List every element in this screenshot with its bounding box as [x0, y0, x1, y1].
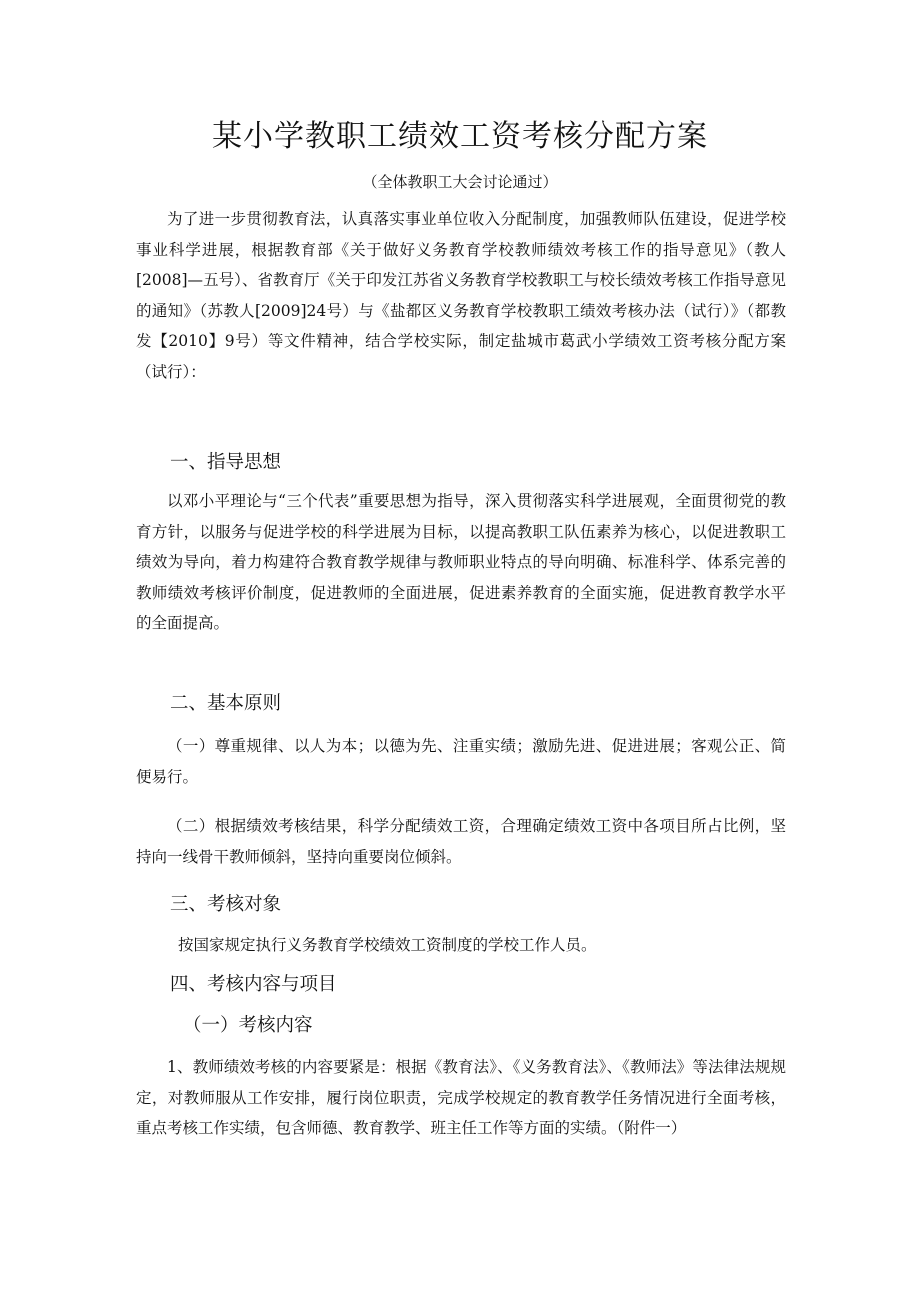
principle-item-2: （二）根据绩效考核结果，科学分配绩效工资，合理确定绩效工资中各项目所占比例，坚持向一线骨干教师倾斜，坚持向重要岗位倾斜。: [136, 817, 786, 866]
guiding-thought-paragraph: 以邓小平理论与“三个代表”重要思想为指导，深入贯彻落实科学进展观，全面贯彻党的教育方针，以服务与促进学校的科学进展为目标，以提高教职工队伍素养为核心，以促进教职工绩效为导向，着力构建符合教育教学规律与教师职业特点的导向明确、标准科学、体系完善的教师绩效考核评价制度，促进教师的全面进展，促进素养教育的全面实施，促进教育教学水平的全面提高。: [136, 492, 786, 632]
subheading-assessment-content: （一）考核内容: [183, 1015, 313, 1036]
section-heading-basic-principles: 二、基本原则: [170, 693, 282, 714]
section-heading-content-items: 四、考核内容与项目: [170, 974, 337, 995]
principle-item-1: （一）尊重规律、以人为本；以德为先、注重实绩；激励先进、促进进展；客观公正、简便易行。: [136, 737, 786, 786]
document-subtitle: （全体教职工大会讨论通过）: [362, 173, 558, 191]
document-title: 某小学教职工绩效工资考核分配方案: [212, 119, 708, 154]
assessment-content-paragraph: 1、教师绩效考核的内容要紧是：根据《教育法》、《义务教育法》、《教师法》等法律法规规定，对教师服从工作安排，履行岗位职责，完成学校规定的教育教学任务情况进行全面考核，重点考核工作实绩，包含师德、教育教学、班主任工作等方面的实绩。（附件一）: [136, 1058, 786, 1137]
section-heading-guiding-thought: 一、指导思想: [170, 452, 282, 473]
assessment-targets-paragraph: 按国家规定执行义务教育学校绩效工资制度的学校工作人员。: [178, 936, 597, 954]
intro-paragraph: 为了进一步贯彻教育法，认真落实事业单位收入分配制度，加强教师队伍建设，促进学校事业科学进展，根据教育部《关于做好义务教育学校教师绩效考核工作的指导意见》（教人[2008]—五号）、省教育厅《关于印发江苏省义务教育学校教职工与校长绩效考核工作指导意见的通知》（苏教人[2009]24号）与《盐都区义务教育学校教职工绩效考核办法（试行）》（都教发【2010】9号）等文件精神，结合学校实际，制定盐城市葛武小学绩效工资考核分配方案（试行）：: [136, 210, 786, 381]
section-heading-assessment-targets: 三、考核对象: [170, 894, 282, 915]
